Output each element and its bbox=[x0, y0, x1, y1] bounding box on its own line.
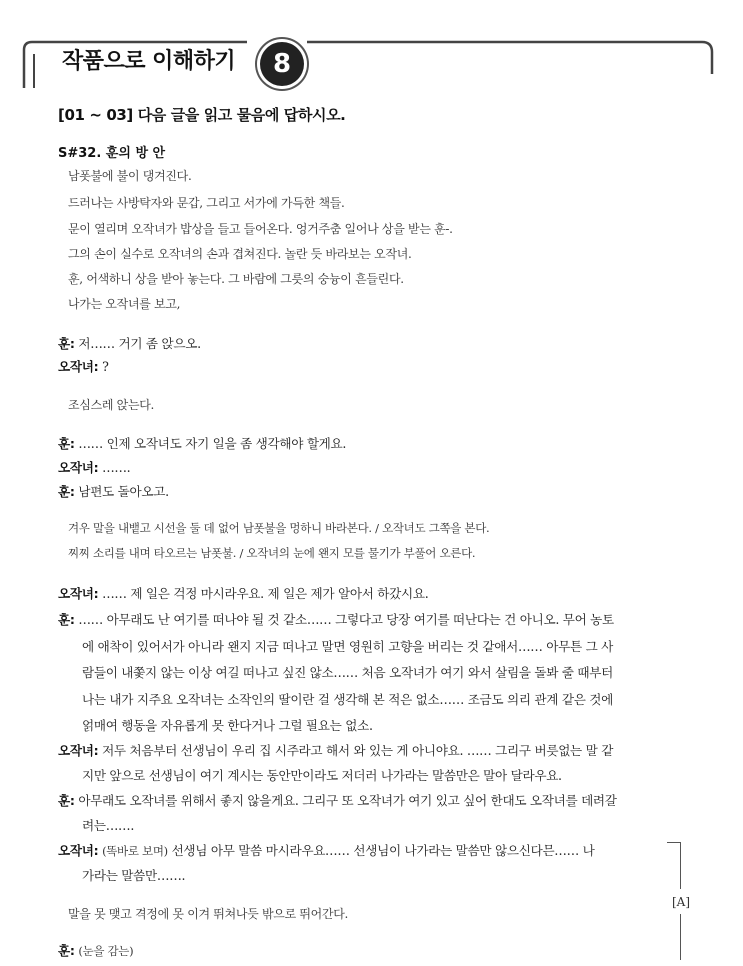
speaker-label: 오작녀: bbox=[58, 359, 99, 374]
section-header bbox=[22, 28, 712, 88]
dialogue-continuation: 지만 앞으로 선생님이 여기 계시는 동안만이라도 저더러 나가라는 말씀만은 말아 달라우요. bbox=[82, 768, 562, 783]
dialogue-line bbox=[58, 333, 201, 352]
speaker-label: 훈: bbox=[58, 612, 75, 627]
dialogue-continuation: 얽매여 행동을 자유롭게 못 한다거나 그럴 필요는 없소. bbox=[82, 718, 373, 733]
dialogue-continuation: 가라는 말씀만……. bbox=[82, 868, 186, 883]
stage-direction: 문이 열리며 오작녀가 밥상을 들고 들어온다. 엉거주춤 일어나 상을 받는 훈-. bbox=[68, 222, 453, 236]
speaker-label: 훈: bbox=[58, 484, 75, 499]
stage-direction: 조심스레 앉는다. bbox=[68, 398, 155, 412]
dialogue-text: …… 인제 오작녀도 자기 일을 좀 생각해야 할게요. bbox=[78, 436, 347, 451]
bracket-label: [A] bbox=[672, 895, 691, 909]
stage-direction: 그의 손이 실수로 오작녀의 손과 겹쳐진다. 놀란 듯 바라보는 오작녀. bbox=[68, 247, 412, 261]
header-title: 작품으로 이해하기 bbox=[62, 49, 236, 74]
speaker-label: 훈: bbox=[58, 943, 75, 958]
dialogue-line bbox=[58, 790, 617, 809]
dialogue-text: 남편도 돌아오고. bbox=[78, 484, 169, 499]
dialogue-continuation: 려는……. bbox=[82, 818, 135, 833]
speaker-label: 오작녀: bbox=[58, 743, 99, 758]
speaker-label: 훈: bbox=[58, 793, 75, 808]
dialogue-continuation: 나는 내가 지주요 오작녀는 소작인의 딸이란 걸 생각해 본 적은 없소…… 조금도 의리 관계 같은 것에 bbox=[82, 692, 614, 707]
dialogue-text: 아무래도 오작녀를 위해서 좋지 않을게요. 그리구 또 오작녀가 여기 있고 싶어 한대도 오작녀를 데려갈 bbox=[78, 793, 617, 808]
stage-direction: 겨우 말을 내뱉고 시선을 둘 데 없어 남폿불을 멍하니 바라본다. / 오작녀도 그쪽을 본다. bbox=[68, 521, 490, 535]
speaker-label: 오작녀: bbox=[58, 460, 99, 475]
speaker-label: 오작녀: bbox=[58, 843, 99, 858]
speaker-label: 훈: bbox=[58, 336, 75, 351]
stage-direction: 드러나는 사방탁자와 문갑, 그리고 서가에 가득한 책들. bbox=[68, 196, 345, 210]
dialogue-line bbox=[58, 433, 346, 452]
dialogue-line bbox=[58, 740, 613, 759]
dialogue-continuation: 에 애착이 있어서가 아니라 왠지 지금 떠나고 말면 영원히 고향을 버리는 것 같애서…… 아무튼 그 사 bbox=[82, 639, 614, 654]
bracket-cap bbox=[667, 842, 681, 843]
stage-direction: 훈, 어색하니 상을 받아 놓는다. 그 바람에 그릇의 숭늉이 흔들린다. bbox=[68, 272, 404, 286]
dialogue-line bbox=[58, 840, 594, 859]
dialogue-text: 저…… 거기 좀 앉으오. bbox=[78, 336, 201, 351]
section-number-badge: 8 bbox=[260, 42, 304, 86]
dialogue-line bbox=[58, 481, 169, 500]
stage-direction: 말을 못 맺고 격정에 못 이겨 뛰쳐나듯 밖으로 뛰어간다. bbox=[68, 907, 349, 921]
dialogue-text: ? bbox=[102, 359, 109, 374]
dialogue-text: ……. bbox=[102, 460, 131, 475]
dialogue-text: 선생님 아무 말씀 마시라우요…… 선생님이 나가라는 말씀만 않으신다믄…… 나 bbox=[171, 843, 595, 858]
dialogue-line bbox=[58, 356, 109, 375]
dialogue-text: …… 아무래도 난 여기를 떠나야 될 것 같소…… 그렇다고 당장 여기를 떠난다는 건 아니오. 무어 농토 bbox=[78, 612, 614, 627]
parenthetical: (눈을 감는) bbox=[78, 944, 134, 958]
bracket-line-top bbox=[680, 842, 681, 889]
dialogue-text: 저두 처음부터 선생님이 우리 집 시주라고 해서 와 있는 게 아니야요. …… 그리구 버릇없는 말 같 bbox=[102, 743, 614, 758]
scene-heading: S#32. 훈의 방 안 bbox=[58, 146, 166, 161]
speaker-label: 훈: bbox=[58, 436, 75, 451]
stage-direction: 나가는 오작녀를 보고, bbox=[68, 297, 181, 311]
dialogue-line bbox=[58, 457, 130, 476]
speaker-label: 오작녀: bbox=[58, 586, 99, 601]
parenthetical: (똑바로 보며) bbox=[102, 844, 168, 858]
bracket-line-bottom bbox=[680, 914, 681, 960]
dialogue-line bbox=[58, 940, 133, 959]
dialogue-continuation: 람들이 내쫓지 않는 이상 여길 떠나고 싶진 않소…… 처음 오작녀가 여기 와서 살림을 돌봐 줄 때부터 bbox=[82, 665, 614, 680]
dialogue-line bbox=[58, 609, 614, 628]
stage-direction: 남폿불에 불이 댕겨진다. bbox=[68, 169, 192, 183]
dialogue-line bbox=[58, 583, 428, 602]
question-instruction: [01 ~ 03] 다음 글을 읽고 물음에 답하시오. bbox=[58, 106, 346, 124]
stage-direction: 찌찌 소리를 내며 타오르는 남폿불. / 오작녀의 눈에 왠지 모를 물기가 부풀어 오른다. bbox=[68, 546, 476, 560]
dialogue-text: …… 제 일은 걱정 마시라우요. 제 일은 제가 알아서 하갔시요. bbox=[102, 586, 429, 601]
